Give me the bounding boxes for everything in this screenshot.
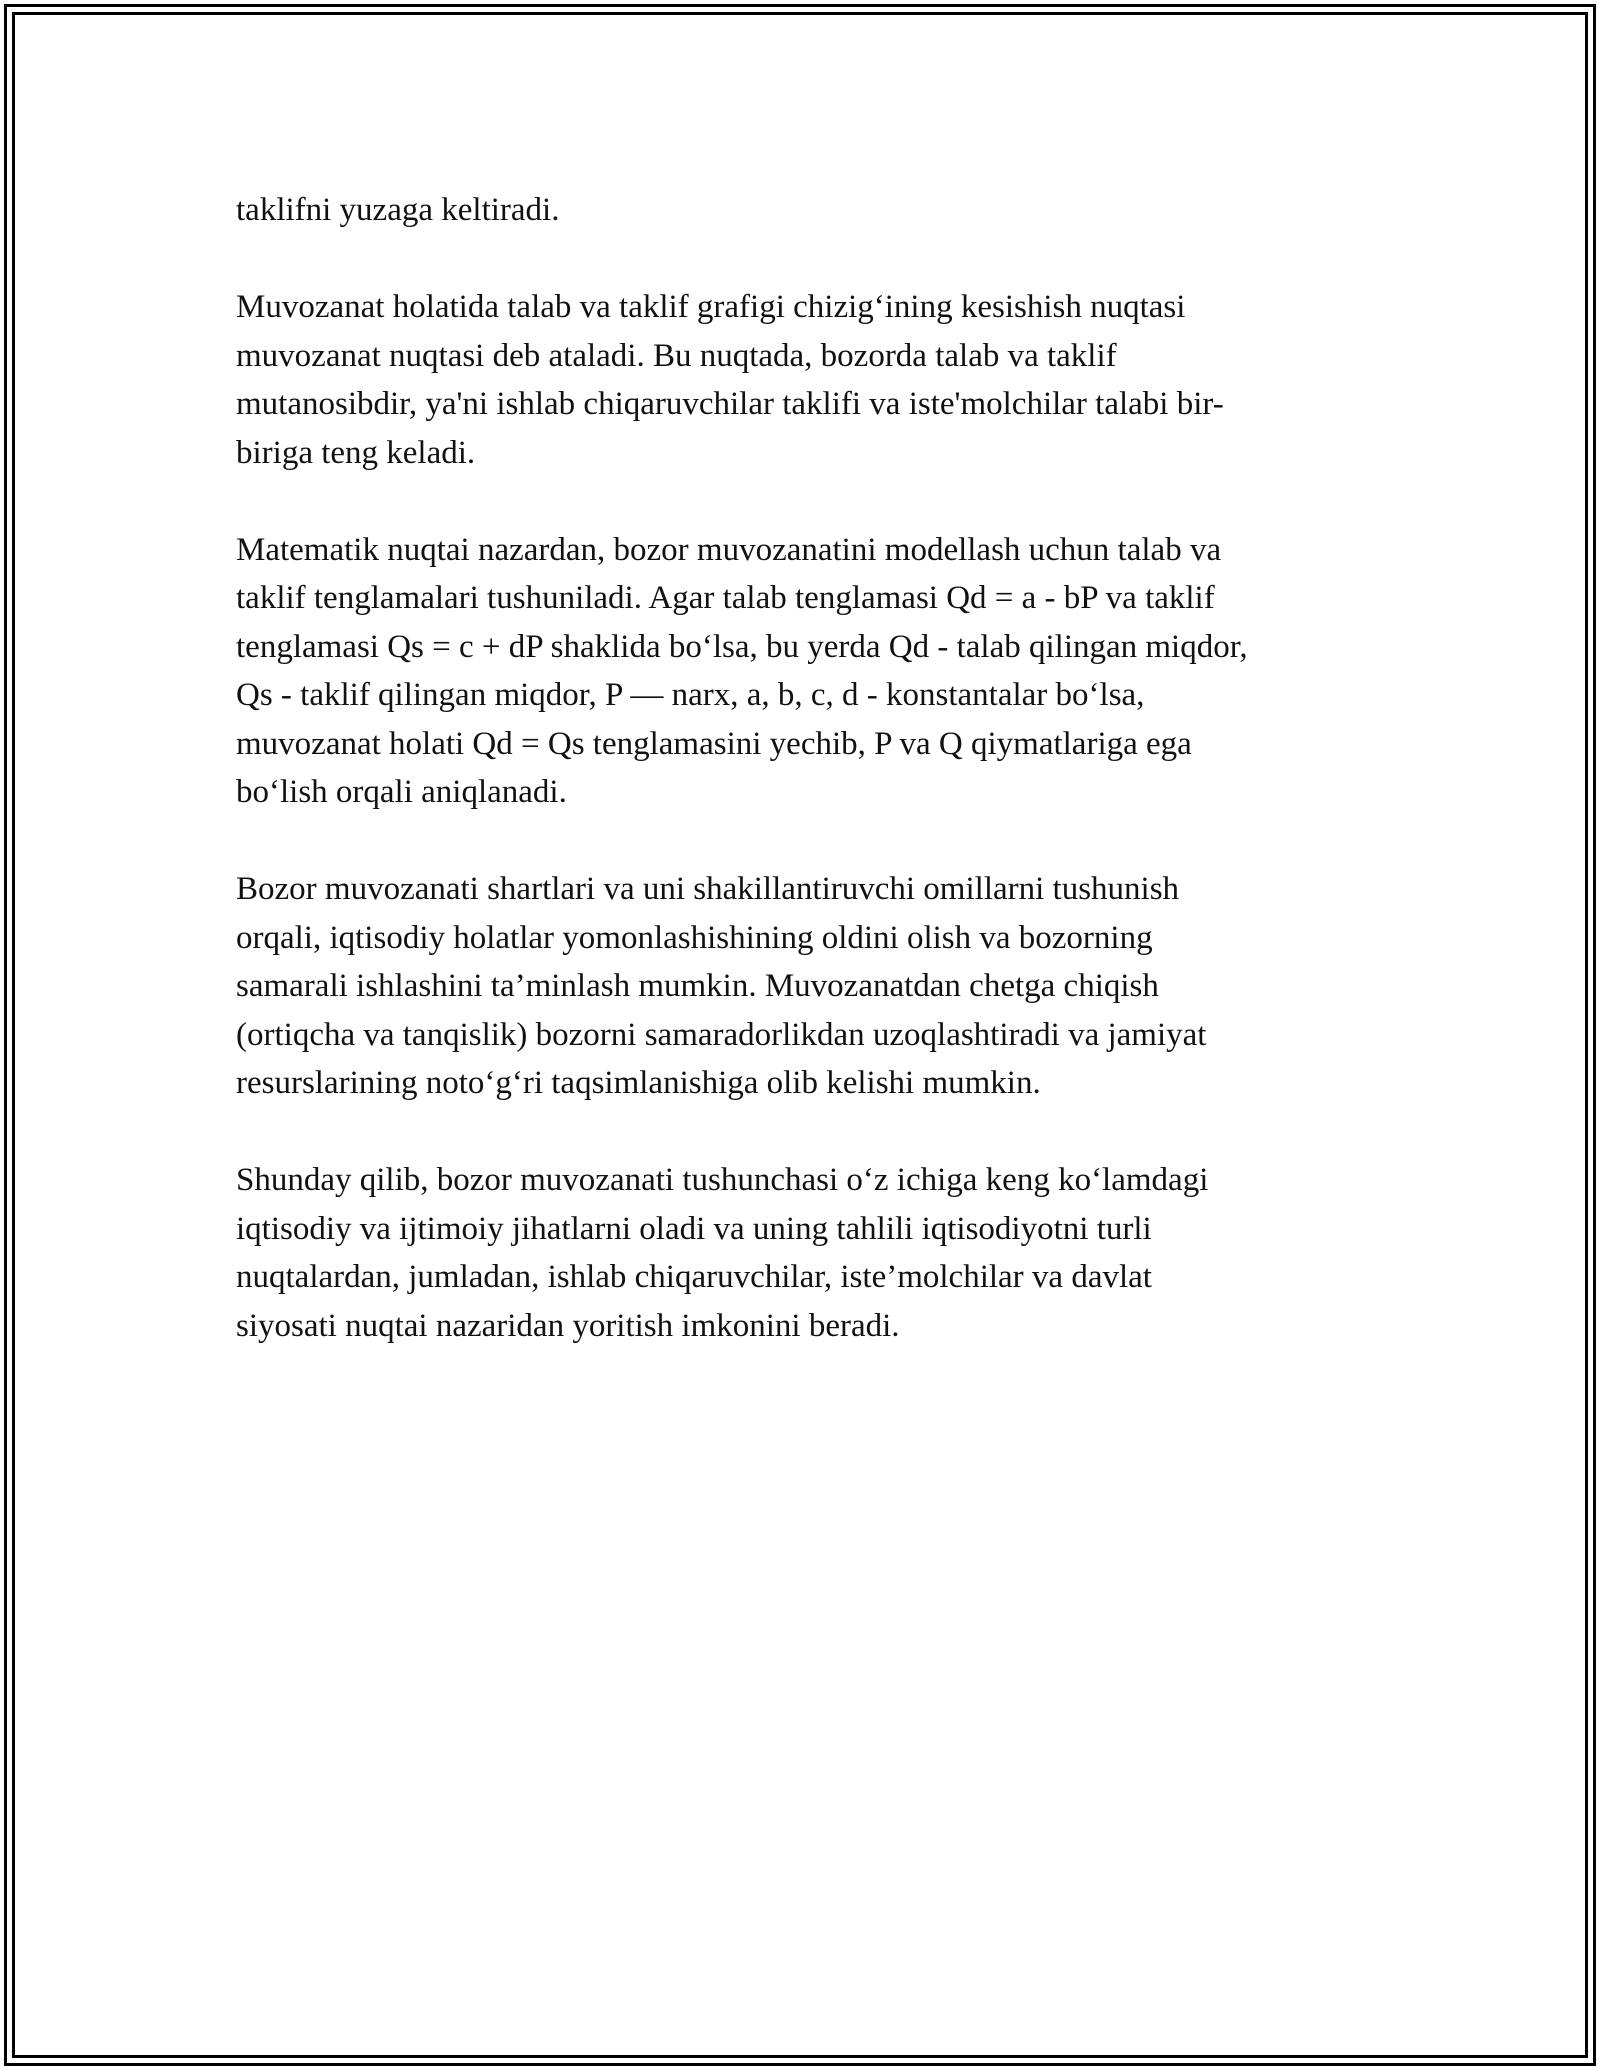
paragraph-equilibrium-point: Muvozanat holatida talab va taklif grafigi chizig‘ining kesishish nuqtasi muvozanat nuqtasi deb ataladi. Bu nuqtada, bozorda talab va taklif mutanosibdir, ya'ni ishlab chiqaruvchilar taklifi va iste'molchilar talabi bir- biriga teng keladi. xyxy=(236,289,1224,471)
paragraph-continuation: taklifni yuzaga keltiradi. xyxy=(236,192,560,228)
paragraph-mathematical-model: Matematik nuqtai nazardan, bozor muvozanatini modellash uchun talab va taklif tenglamalari tushuniladi. Agar talab tenglamasi Qd = a - bP va taklif tenglamasi Qs = c + dP shaklida bo‘lsa, bu yerda Qd - talab qilingan miqdor, Qs - taklif qilingan miqdor, P — narx, a, b, c, d - konstantalar bo‘lsa, muvozanat holati Qd = Qs tenglamasini yechib, P va Q qiymatlariga ega bo‘lish orqali aniqlanadi. xyxy=(236,531,1248,810)
document-body xyxy=(236,186,1376,1399)
paragraph-equilibrium-conditions: Bozor muvozanati shartlari va uni shakillantiruvchi omillarni tushunish orqali, iqtisodiy holatlar yomonlashishining oldini olish va bozorning samarali ishlashini ta’minlash mumkin. Muvozanatdan chetga chiqish (ortiqcha va tanqislik) bozorni samaradorlikdan uzoqlashtiradi va jamiyat resurslarining noto‘g‘ri taqsimlanishiga olib kelishi mumkin. xyxy=(236,871,1207,1101)
paragraph-conclusion: Shunday qilib, bozor muvozanati tushunchasi o‘z ichiga keng ko‘lamdagi iqtisodiy va ijtimoiy jihatlarni oladi va uning tahlili iqtisodiyotni turli nuqtalardan, jumladan, ishlab chiqaruvchilar, iste’molchilar va davlat siyosati nuqtai nazaridan yoritish imkonini beradi. xyxy=(236,1162,1209,1344)
